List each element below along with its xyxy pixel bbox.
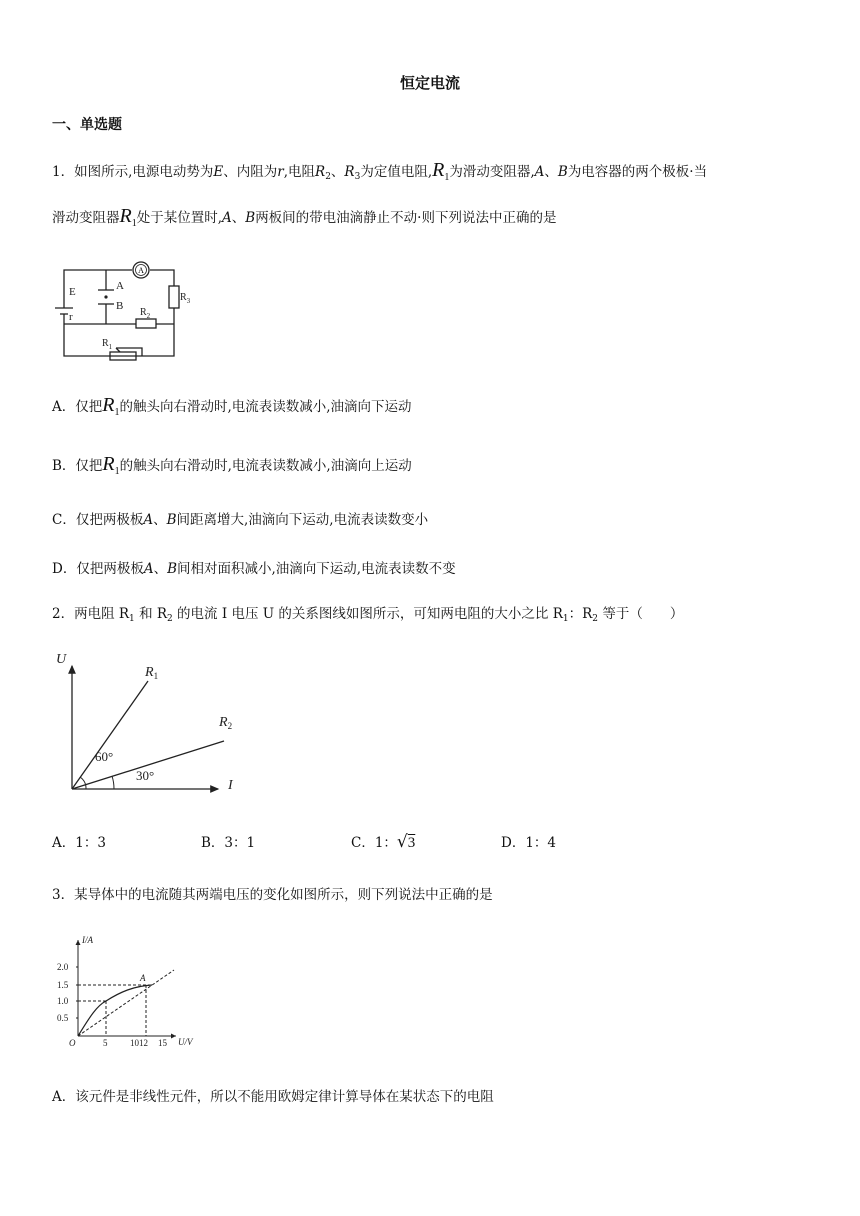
r1-symbol: $R_1$ — [432, 159, 450, 183]
svg-text:1.0: 1.0 — [57, 996, 69, 1006]
page-title: 恒定电流 — [399, 74, 460, 92]
svg-text:0.5: 0.5 — [57, 1013, 69, 1023]
q1-line1: 1．如图所示,电源电动势为E、内阻为r,电阻$R_2$、$R_3$为定值电阻$,R_1$为滑动变阻器,A、B为电容器的两个极板·当 — [52, 159, 708, 183]
svg-text:R2: $R_2$ — [219, 715, 233, 731]
q2-option-b: B．3：1 — [201, 835, 256, 851]
svg-text:A: A — [116, 280, 124, 292]
svg-text:R1: $R_1$ — [145, 665, 159, 681]
svg-text:B: B — [116, 300, 124, 312]
r1-symbol: $R_1$ — [102, 453, 120, 477]
q3-stem: 3．某导体中的电流随其两端电压的变化如图所示，则下列说法中正确的是 — [52, 887, 493, 903]
svg-text:R2: $R_2$ — [140, 307, 151, 320]
svg-text:U/V: U/V — [178, 1037, 193, 1047]
q2-option-c: C．1：√3 — [351, 832, 416, 852]
section-heading: 一、单选题 — [52, 117, 122, 133]
q3-option-a: A．该元件是非线性元件，所以不能用欧姆定律计算导体在某状态下的电阻 — [52, 1089, 494, 1105]
svg-text:I: I — [228, 778, 233, 793]
q1-line2: 滑动变阻器$R_1$处于某位置时,A、B两板间的带电油滴静止不动·则下列说法中正确的是 — [52, 205, 557, 229]
r1-symbol: $R_1$ — [119, 205, 137, 229]
svg-text:R3: $R_3$ — [180, 292, 191, 305]
q1-option-d: D．仅把两极板A、B间相对面积减小,油滴向下运动,电流表读数不变 — [52, 561, 456, 577]
svg-text:A: A — [140, 973, 146, 983]
circuit-diagram — [52, 258, 192, 366]
oil-drop — [104, 295, 107, 298]
svg-text:60°: 60° — [95, 749, 114, 764]
svg-text:O: O — [69, 1038, 76, 1048]
ammeter-symbol — [133, 262, 149, 278]
r1-symbol: $R_1$ — [102, 394, 120, 418]
svg-text:2.0: 2.0 — [57, 962, 69, 972]
q1-option-b: B．仅把$R_1$的触头向右滑动时,电流表读数减小,油滴向上运动 — [52, 453, 412, 477]
q2-stem: 2．两电阻 $R_1$ 和 $R_2$ 的电流 I 电压 U 的关系图线如图所示，可知两电阻的大小之比 $R_1$：$R_2$ 等于（ ） — [52, 606, 684, 624]
iu-graph — [52, 934, 202, 1052]
svg-text:1.5: 1.5 — [57, 980, 69, 990]
svg-text:1012: 1012 — [130, 1038, 148, 1048]
svg-text:I/A: I/A — [82, 935, 93, 945]
dashed-line — [78, 970, 174, 1036]
svg-text:U: U — [56, 652, 67, 667]
q2-option-a: A．1：3 — [52, 835, 106, 851]
svg-text:A: A — [138, 266, 144, 275]
svg-text:R1: $R_1$ — [102, 338, 113, 351]
svg-text:15: 15 — [158, 1038, 167, 1048]
svg-text:r: r — [69, 311, 73, 323]
q2-option-d: D．1：4 — [501, 835, 557, 851]
q1-option-a: A．仅把$R_1$的触头向右滑动时,电流表读数减小,油滴向下运动 — [52, 394, 412, 418]
svg-text:30°: 30° — [136, 768, 155, 783]
ui-graph — [52, 646, 252, 798]
svg-text:5: 5 — [103, 1038, 108, 1048]
svg-text:E: E — [69, 286, 76, 298]
q1-option-c: C．仅把两极板A、B间距离增大,油滴向下运动,电流表读数变小 — [52, 512, 429, 528]
